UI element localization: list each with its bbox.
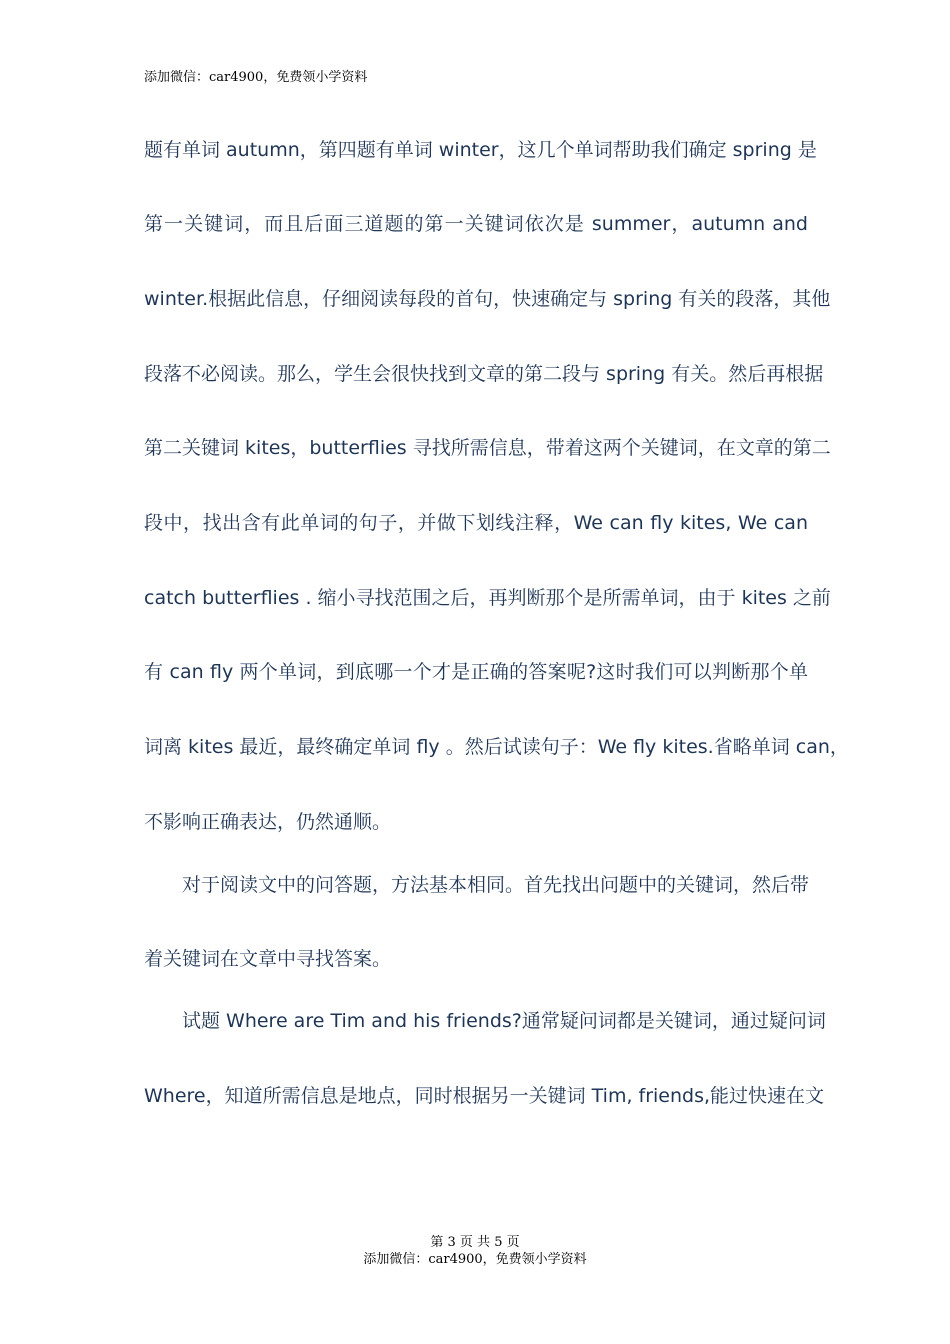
body-line-11: 对于阅读文中的问答题，方法基本相同。首先找出问题中的关键词，然后带: [182, 874, 810, 896]
body-line-13: 试题 Where are Tim and his friends?通常疑问词都是关键词，通过疑问词: [182, 1010, 826, 1032]
body-line-4: 段落不必阅读。那么，学生会很快找到文章的第二段与 spring 有关。然后再根据: [144, 363, 824, 385]
body-line-1: 题有单词 autumn，第四题有单词 winter，这几个单词帮助我们确定 spring 是: [144, 139, 817, 161]
body-line-8: 有 can fly 两个单词，到底哪一个才是正确的答案呢?这时我们可以判断那个单: [144, 661, 808, 683]
body-line-5: 第二关键词 kites，butterflies 寻找所需信息，带着这两个关键词，在文章的第二: [144, 437, 831, 459]
page-number: 第 3 页 共 5 页: [430, 1235, 520, 1250]
body-line-9: 词离 kites 最近，最终确定单词 fly 。然后试读句子：We fly kites.省略单词 can，: [144, 736, 849, 758]
footer-note: 添加微信：car4900，免费领小学资料: [363, 1252, 587, 1267]
body-line-2: 第一关键词，而且后面三道题的第一关键词依次是 summer，autumn and: [144, 213, 808, 235]
body-line-3: winter.根据此信息，仔细阅读每段的首句，快速确定与 spring 有关的段落，其他: [144, 288, 831, 310]
page-header: 添加微信：car4900，免费领小学资料: [144, 70, 368, 85]
body-line-6: 段中，找出含有此单词的句子，并做下划线注释，We can fly kites, We can: [144, 512, 808, 534]
body-line-12: 着关键词在文章中寻找答案。: [144, 948, 392, 970]
body-line-7: catch butterflies . 缩小寻找范围之后，再判断那个是所需单词，由于 kites 之前: [144, 587, 831, 609]
body-line-10: 不影响正确表达，仍然通顺。: [144, 811, 392, 833]
body-line-14: Where，知道所需信息是地点，同时根据另一关键词 Tim, friends,能过快速在文: [144, 1085, 825, 1107]
